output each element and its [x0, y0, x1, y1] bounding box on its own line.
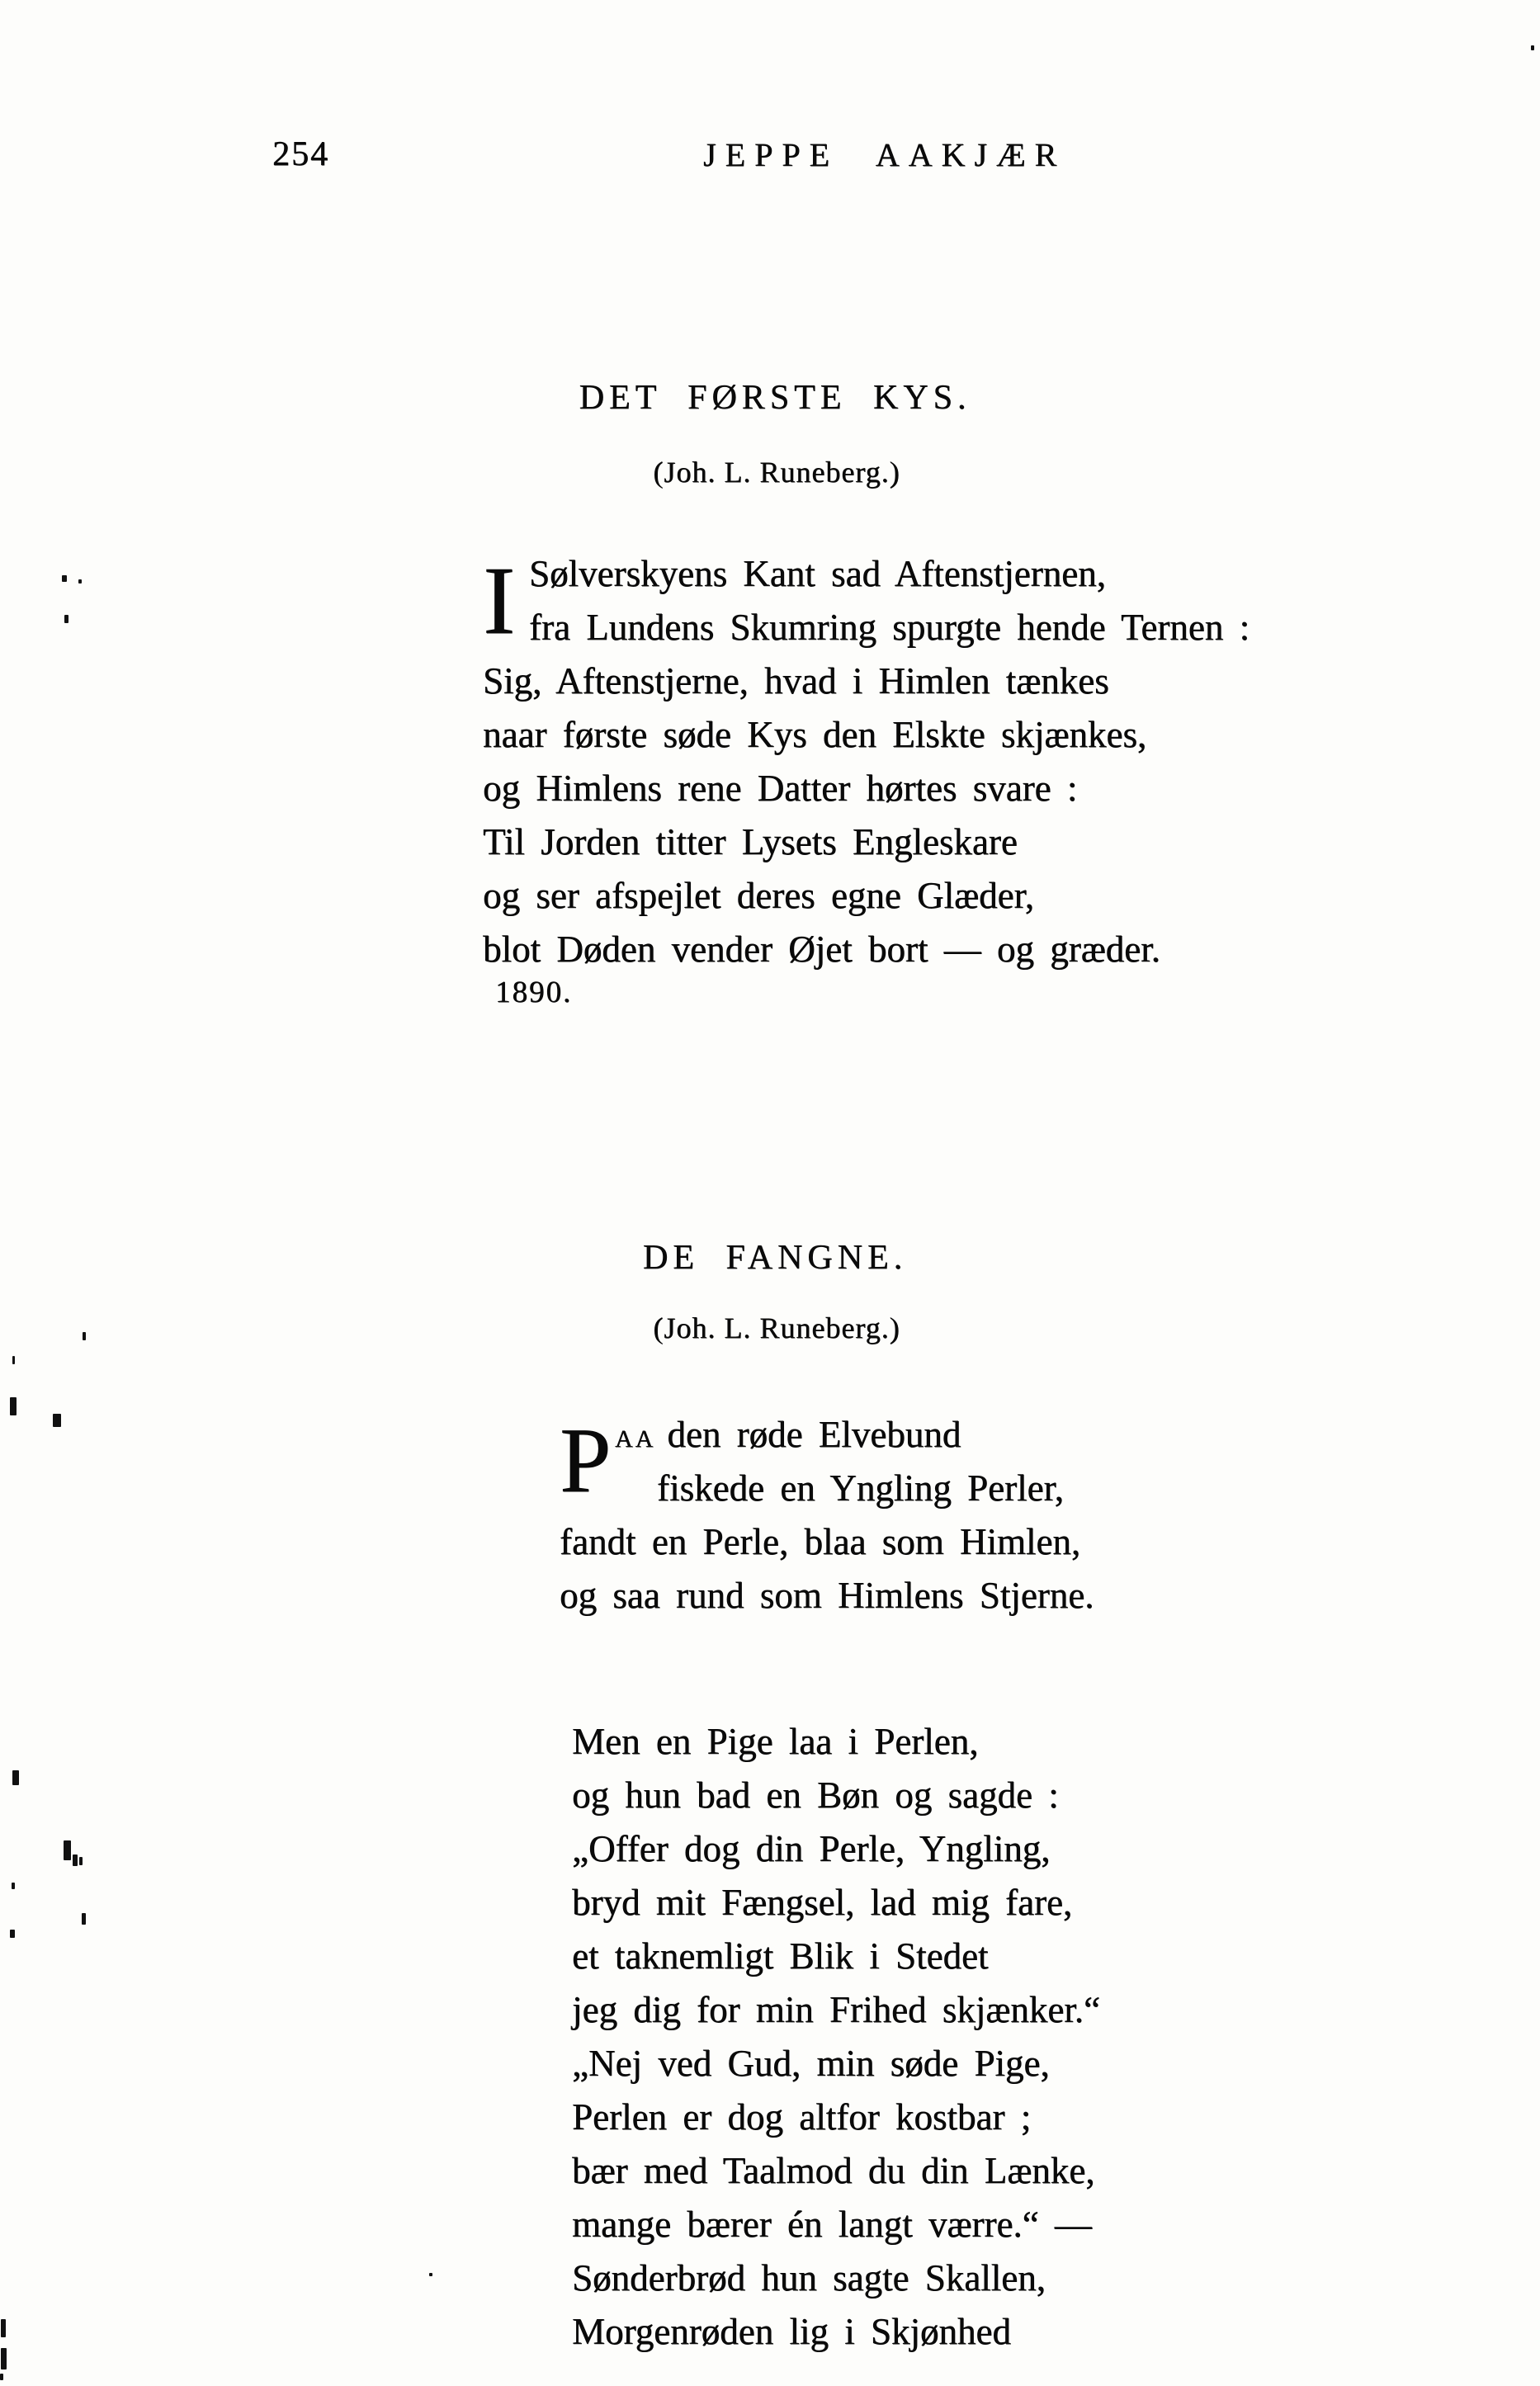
poem-line: Sønderbrød hun sagte Skallen, — [572, 2257, 1046, 2299]
dropcap-letter: P — [560, 1410, 612, 1512]
ink-speck — [73, 1854, 78, 1866]
poem-year: 1890. — [495, 976, 573, 1009]
poem-title-de-fangne: DE FANGNE. — [642, 1239, 908, 1277]
ink-speck — [64, 1840, 71, 1860]
ink-speck — [12, 1356, 15, 1364]
poem-line: naar første søde Kys den Elskte skjænkes, — [483, 714, 1147, 755]
poem-line: et taknemligt Blik i Stedet — [572, 1935, 989, 1977]
attribution: (Joh. L. Runeberg.) — [653, 1311, 900, 1344]
ink-speck — [62, 575, 67, 582]
poem-line — [560, 1408, 1094, 1462]
poem-line: bryd mit Fængsel, lad mig fare, — [572, 1882, 1073, 1923]
ink-speck — [53, 1414, 61, 1427]
ink-speck — [429, 2273, 432, 2276]
poem-line: og hun bad en Bøn og sagde : — [572, 1774, 1059, 1816]
ink-speck — [12, 1883, 15, 1889]
attribution: (Joh. L. Runeberg.) — [653, 456, 900, 489]
poem-de-fangne-stanza-2 — [572, 1715, 1100, 2359]
poem-line: og saa rund som Himlens Stjerne. — [560, 1575, 1094, 1616]
dropcap-letter: I — [483, 546, 516, 654]
page-number: 254 — [272, 135, 329, 173]
poem-title-det-foerste-kys: DET FØRSTE KYS. — [579, 379, 971, 417]
poem-line: Men en Pige laa i Perlen, — [572, 1721, 979, 1762]
ink-speck — [0, 2374, 3, 2380]
poem-line: Sig, Aftenstjerne, hvad i Himlen tænkes — [483, 660, 1109, 702]
ink-speck — [79, 1857, 83, 1865]
poem-line: jeg dig for min Frihed skjænker.“ — [572, 1989, 1100, 2030]
poem-line: og ser afspejlet deres egne Glæder, — [483, 875, 1034, 916]
poem-line: „Nej ved Gud, min søde Pige, — [572, 2043, 1050, 2084]
poem-line: „Offer dog din Perle, Yngling, — [572, 1828, 1051, 1869]
ink-speck — [10, 1397, 17, 1415]
poem-line: bær med Taalmod du din Lænke, — [572, 2150, 1095, 2191]
ink-speck — [78, 579, 82, 584]
poem-line: fiskede en Yngling Perler, — [657, 1467, 1064, 1509]
poem-line: Til Jorden titter Lysets Engleskare — [483, 821, 1018, 862]
ink-speck — [1, 2319, 6, 2337]
poem-line: og Himlens rene Datter hørtes svare : — [483, 768, 1078, 809]
running-header: JEPPE AAKJÆR — [703, 136, 1066, 173]
ink-speck — [1, 2348, 7, 2369]
ink-speck — [1531, 45, 1534, 50]
poem-line-text: den røde Elvebund — [667, 1414, 961, 1455]
ink-speck — [10, 1930, 15, 1938]
poem-line: fandt en Perle, blaa som Himlen, — [560, 1521, 1081, 1562]
poem-line: Perlen er dog altfor kostbar ; — [572, 2096, 1032, 2138]
poem-det-foerste-kys — [483, 547, 1249, 976]
ink-speck — [64, 615, 68, 623]
poem-de-fangne-stanza-1 — [560, 1408, 1094, 1623]
ink-speck — [83, 1332, 86, 1340]
poem-line: mange bærer én langt værre.“ — — [572, 2204, 1092, 2245]
poem-line: Sølverskyens Kant sad Aftenstjernen, — [529, 553, 1106, 594]
poem-line: fra Lundens Skumring spurgte hende Ternen : — [529, 607, 1250, 648]
ink-speck — [82, 1913, 86, 1925]
poem-line: blot Døden vender Øjet bort — og græder. — [483, 928, 1160, 970]
poem-line: Morgenrøden lig i Skjønhed — [572, 2311, 1011, 2352]
ink-speck — [12, 1770, 19, 1785]
dropcap-smallcaps: AA — [615, 1425, 656, 1453]
